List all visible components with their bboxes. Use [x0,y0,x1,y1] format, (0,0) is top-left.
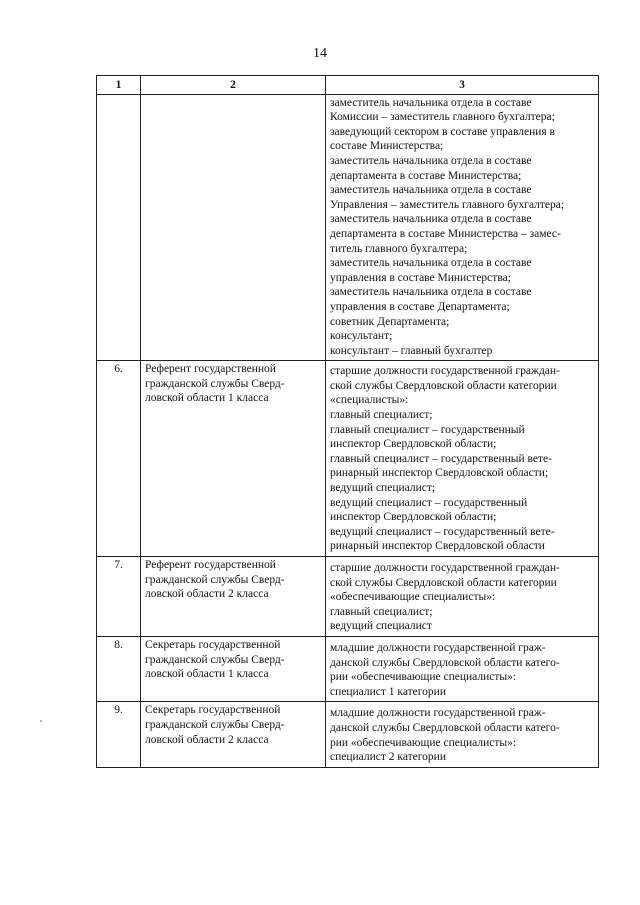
position-line: заместитель начальника отдела в составе [330,96,532,109]
position-line: управления в составе Департамента; [330,300,510,313]
position-line: ской службы Свердловской области категории [330,576,557,589]
rank-line: Референт государственной [145,363,276,376]
scan-speck [40,720,42,722]
rank-cell [141,94,326,361]
position-line: заместитель начальника отдела в составе [330,184,532,197]
row-number-cell: 8. [97,636,141,701]
positions-table [96,75,599,768]
position-line: титель главного бухгалтера; [330,242,468,255]
positions-cell [326,636,599,701]
position-line: заместитель начальника отдела в составе [330,213,532,226]
position-line: составе Министерства; [330,140,444,153]
position-line: рии «обеспечивающие специалисты»: [330,736,517,749]
table-row [97,557,599,637]
position-line: рии «обеспечивающие специалисты»: [330,671,517,684]
column-header-rank: 2 [141,76,326,95]
position-line: главный специалист – государственный [330,423,525,436]
position-line: специалист 1 категории [330,685,446,698]
position-line: «специалисты»: [330,394,409,407]
rank-line: гражданской службы Сверд- [145,377,285,390]
position-line: советник Департамента; [330,315,450,328]
position-line: данской службы Свердловской области катего- [330,656,560,669]
rank-cell [141,361,326,557]
rank-line: Секретарь государственной [145,638,281,651]
positions-cell [326,702,599,767]
rank-line: ловской области 1 класса [145,668,269,681]
position-line: старшие должности государственной граждан- [330,562,560,574]
row-number-cell: 6. [97,361,141,557]
position-line: ринарный инспектор Свердловской области [330,540,545,553]
position-line: младшие должности государственной граж- [330,641,546,654]
rank-cell [141,557,326,637]
position-line: «обеспечивающие специалисты»: [330,591,496,604]
position-line: инспектор Свердловской области; [330,438,497,451]
table-row-continuation [97,94,599,361]
rank-line: Секретарь государственной [145,704,281,717]
position-line: специалист 2 категории [330,751,446,764]
position-line: заместитель начальника отдела в составе [330,257,532,270]
position-line: заведующий сектором в составе управления в [330,125,555,138]
row-number-cell: 7. [97,557,141,637]
positions-cell [326,94,599,361]
rank-line: ловской области 2 класса [145,733,269,746]
table-row [97,361,599,557]
position-line: главный специалист – государственный вете- [330,452,552,465]
page-number: 14 [313,46,327,61]
column-header-number: 1 [97,76,141,95]
position-line: ринарный инспектор Свердловской области; [330,467,549,480]
table-header-row [97,76,599,95]
position-line: консультант – главный бухгалтер [330,344,493,357]
position-line: заместитель начальника отдела в составе [330,154,532,167]
position-line: департамента в составе Министерства – замес- [330,227,561,240]
position-line: главный специалист; [330,409,433,422]
rank-cell [141,702,326,767]
position-line: ведущий специалист – государственный [330,496,528,509]
position-line: Комиссии – заместитель главного бухгалтера; [330,111,555,124]
position-line: главный специалист; [330,605,433,618]
rank-line: Референт государственной [145,559,276,571]
position-line: старшие должности государственной граждан- [330,365,560,378]
position-line: заместитель начальника отдела в составе [330,286,532,299]
position-line: ской службы Свердловской области категории [330,379,557,392]
table-row [97,702,599,767]
position-line: департамента в составе Министерства; [330,169,522,182]
position-line: ведущий специалист [330,620,432,633]
positions-cell [326,557,599,637]
rank-line: гражданской службы Сверд- [145,653,285,666]
position-line: управления в составе Министерства; [330,271,511,284]
position-line: ведущий специалист; [330,482,436,495]
position-line: консультант; [330,330,393,343]
position-line: Управления – заместитель главного бухгалтера; [330,198,565,211]
rank-cell [141,636,326,701]
position-line: данской службы Свердловской области катего- [330,721,560,734]
column-header-positions: 3 [326,76,599,95]
positions-cell [326,361,599,557]
rank-line: ловской области 1 класса [145,392,269,405]
row-number-cell: 9. [97,702,141,767]
position-line: младшие должности государственной граж- [330,707,546,720]
rank-line: гражданской службы Сверд- [145,573,285,586]
row-number-cell [97,94,141,361]
rank-line: ловской области 2 класса [145,588,269,601]
position-line: инспектор Свердловской области; [330,511,497,524]
table-row [97,636,599,701]
position-line: ведущий специалист – государственный вете- [330,525,555,538]
rank-line: гражданской службы Сверд- [145,718,285,731]
